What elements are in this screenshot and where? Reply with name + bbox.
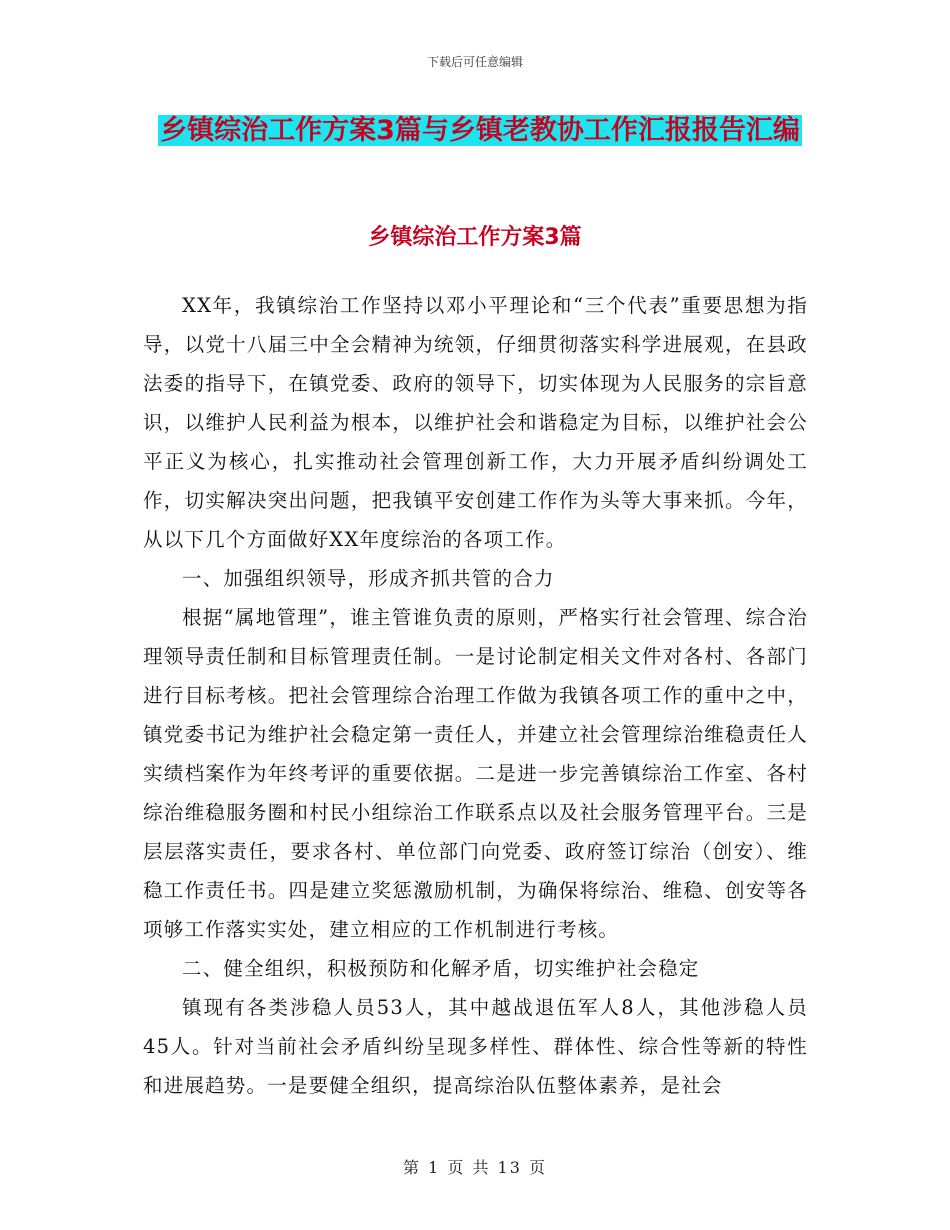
- body-paragraph: XX年，我镇综治工作坚持以邓小平理论和“三个代表”重要思想为指导，以党十八届三中全会精神为统领，仔细贯彻落实科学进展观，在县政法委的指导下，在镇党委、政府的领导下，切实体现为人民服务的宗旨意识，以维护人民利益为根本，以维护社会和谐稳定为目标，以维护社会公平正义为核心，扎实推动社会管理创新工作，大力开展矛盾纠纷调处工作，切实解决突出问题，把我镇平安创建工作作为头等大事来抓。今年，从以下几个方面做好XX年度综治的各项工作。: [143, 294, 808, 551]
- page-header-note: 下载后可任意编辑: [426, 55, 523, 69]
- document-title: [140, 106, 820, 156]
- section-title: 乡镇综治工作方案3篇: [368, 225, 582, 250]
- document-body: [143, 286, 808, 1105]
- body-heading: 二、健全组织，积极预防和化解矛盾，切实维护社会稳定: [182, 957, 700, 980]
- body-paragraph: 镇现有各类涉稳人员53人，其中越战退伍军人8人，其他涉稳人员45人。针对当前社会矛盾纠纷呈现多样性、群体性、综合性等新的特性和进展趋势。一是要健全组织，提高综治队伍整体素养，是社会: [143, 996, 808, 1097]
- body-paragraph: 根据“属地管理”，谁主管谁负责的原则，严格实行社会管理、综合治理领导责任制和目标管理责任制。一是讨论制定相关文件对各村、各部门进行目标考核。把社会管理综合治理工作做为我镇各项工作的重中之中，镇党委书记为维护社会稳定第一责任人，并建立社会管理综治维稳责任人实绩档案作为年终考评的重要依据。二是进一步完善镇综治工作室、各村综治维稳服务圈和村民小组综治工作联系点以及社会服务管理平台。三是层层落实责任，要求各村、单位部门向党委、政府签订综治（创安）、维稳工作责任书。四是建立奖惩激励机制，为确保将综治、维稳、创安等各项够工作落实实处，建立相应的工作机制进行考核。: [143, 606, 808, 941]
- document-title-text: 乡镇综治工作方案3篇与乡镇老教协工作汇报报告汇编: [160, 115, 800, 146]
- page-footer-number: 第 1 页 共 13 页: [403, 1158, 547, 1177]
- body-heading: 一、加强组织领导，形成齐抓共管的合力: [182, 567, 555, 590]
